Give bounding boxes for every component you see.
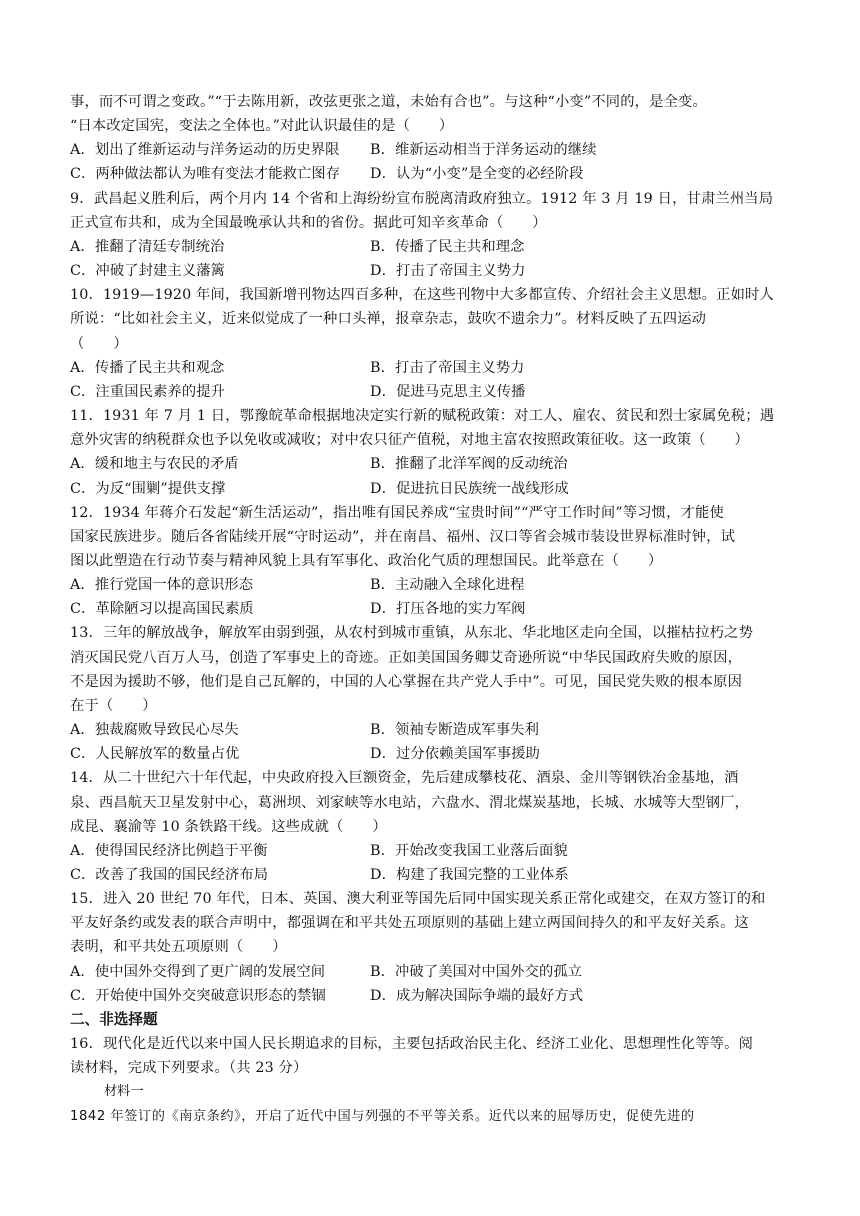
options-row xyxy=(70,839,792,863)
option-a: A．传播了民主共和观念 xyxy=(70,359,225,376)
question-text-line: 16．现代化是近代以来中国人民长期追求的目标，主要包括政治民主化、经济工业化、思想理性化等等。阅 xyxy=(70,1036,754,1053)
options-row xyxy=(70,162,792,186)
option-b: B．维新运动相当于洋务运动的继续 xyxy=(370,142,597,159)
option-b: B．冲破了美国对中国外交的孤立 xyxy=(370,963,583,980)
option-a: A．推翻了清廷专制统治 xyxy=(70,238,225,255)
options-row xyxy=(70,138,792,162)
options-row xyxy=(70,597,792,621)
option-b: B．传播了民主共和理念 xyxy=(370,238,525,255)
question-text-line: 10．1919—1920 年间，我国新增刊物达四百多种，在这些刊物中大多都宣传、介绍社会主义思想。正如时人 xyxy=(70,287,774,304)
question-12 xyxy=(70,501,792,622)
option-b: B．主动融入全球化进程 xyxy=(370,577,525,594)
option-b: B．开始改变我国工业落后面貌 xyxy=(370,842,568,859)
question-text-line: 14．从二十世纪六十年代起，中央政府投入巨额资金，先后建成攀枝花、酒泉、金川等钢铁冶金基地，酒 xyxy=(70,770,739,787)
option-d: D．打压各地的实力军阀 xyxy=(370,601,526,618)
question-text-line: 意外灾害的纳税群众也予以免收或减收；对中农只征产值税，对地主富农按照政策征收。这一政策（ ） xyxy=(70,432,749,449)
question-text-line: （ ） xyxy=(70,335,128,352)
option-c: C．冲破了封建主义藩篱 xyxy=(70,263,226,280)
question-text-line: 读材料，完成下列要求。（共 23 分） xyxy=(70,1060,308,1077)
options-row xyxy=(70,259,792,283)
question-text-line: 所说：“比如社会主义，近来似觉成了一种口头禅，报章杂志，鼓吹不遗余力”。材料反映了五四运动 xyxy=(70,311,707,328)
option-a: A．缓和地主与农民的矛盾 xyxy=(70,456,239,473)
option-c: C．注重国民素养的提升 xyxy=(70,383,226,400)
option-a: A．划出了维新运动与洋务运动的历史界限 xyxy=(70,142,340,159)
question-text-line: 成昆、襄渝等 10 条铁路干线。这些成就（ ） xyxy=(70,818,387,835)
option-c: C．人民解放军的数量占优 xyxy=(70,746,240,763)
question-text-line: 平友好条约或发表的联合声明中，都强调在和平共处五项原则的基础上建立两国间持久的和平友好关系。这 xyxy=(70,915,749,932)
option-d: D．成为解决国际争端的最好方式 xyxy=(370,987,584,1004)
question-text-line: 事，而不可谓之变政。”“于去陈用新，改弦更张之道，未始有合也”。与这种“小变”不同的，是全变。 xyxy=(70,94,707,110)
question-text-line: 在于（ ） xyxy=(70,697,157,714)
options-row xyxy=(70,452,792,476)
question-text-line: 国家民族进步。随后各省陆续开展“守时运动”，并在南昌、福州、汉口等省会城市装设世界标准时钟，试 xyxy=(70,528,736,545)
section-heading: 二、非选择题 xyxy=(70,1010,158,1028)
question-text-line: 12．1934 年蒋介石发起“新生活运动”，指出唯有国民养成“宝贵时间”“严守工作时间”等习惯，才能使 xyxy=(70,504,724,521)
option-a: A．独裁腐败导致民心尽失 xyxy=(70,722,239,739)
material-text: 1842 年签订的《南京条约》，开启了近代中国与列强的不平等关系。近代以来的屈辱历史，促使先进的 xyxy=(70,1108,695,1124)
option-b: B．领袖专断造成军事失利 xyxy=(370,722,539,739)
option-d: D．过分依赖美国军事援助 xyxy=(370,746,540,763)
options-row xyxy=(70,984,792,1008)
option-d: D．认为“小变”是全变的必经阶段 xyxy=(370,166,584,183)
question-text-line: 正式宣布共和，成为全国最晚承认共和的省份。据此可知辛亥革命（ ） xyxy=(70,214,547,231)
question-13 xyxy=(70,621,792,766)
options-row xyxy=(70,863,792,887)
question-text-line: 13．三年的解放战争，解放军由弱到强，从农村到城市重镇，从东北、华北地区走向全国，以摧枯拉朽之势 xyxy=(70,625,754,642)
options-row xyxy=(70,380,792,404)
option-a: A．使得国民经济比例趋于平衡 xyxy=(70,842,268,859)
question-9 xyxy=(70,187,792,284)
option-c: C．两种做法都认为唯有变法才能救亡图存 xyxy=(70,166,341,183)
question-8-continuation xyxy=(70,90,792,187)
question-text-line: 9．武昌起义胜利后，两个月内 14 个省和上海纷纷宣布脱离清政府独立。1912 年 3 月 19 日，甘肃兰州当局 xyxy=(70,190,774,207)
option-b: B．推翻了北洋军阀的反动统治 xyxy=(370,456,568,473)
question-14 xyxy=(70,766,792,887)
option-d: D．打击了帝国主义势力 xyxy=(370,263,526,280)
question-text-line: 图以此塑造在行动节奏与精神风貌上具有军事化、政治化气质的理想国民。此举意在（ ） xyxy=(70,552,663,569)
question-text-line: 消灭国民党八百万人马，创造了军事史上的奇迹。正如美国国务卿艾奇逊所说“中华民国政府失败的原因， xyxy=(70,649,743,666)
question-text-line: 15．进入 20 世纪 70 年代，日本、英国、澳大利亚等国先后同中国实现关系正常化或建交，在双方签订的和 xyxy=(70,891,766,908)
options-row xyxy=(70,356,792,380)
page-content xyxy=(70,90,792,1129)
question-text-line: 不是因为援助不够，他们是自己瓦解的，中国的人心掌握在共产党人手中”。可见，国民党失败的根本原因 xyxy=(70,673,743,690)
question-text-line: “日本改定国宪，变法之全体也。”对此认识最佳的是（ ） xyxy=(70,118,454,135)
option-d: D．促进抗日民族统一战线形成 xyxy=(370,480,569,497)
question-text-line: 表明，和平共处五项原则（ ） xyxy=(70,939,287,956)
option-b: B．打击了帝国主义势力 xyxy=(370,359,525,376)
options-row xyxy=(70,477,792,501)
option-a: A．使中国外交得到了更广阔的发展空间 xyxy=(70,963,326,980)
question-15 xyxy=(70,887,792,1008)
options-row xyxy=(70,718,792,742)
option-a: A．推行党国一体的意识形态 xyxy=(70,577,254,594)
option-c: C．革除陋习以提高国民素质 xyxy=(70,601,254,618)
section-non-choice xyxy=(70,1008,792,1129)
options-row xyxy=(70,742,792,766)
option-c: C．为反“围剿”提供支撑 xyxy=(70,480,226,497)
option-d: D．促进马克思主义传播 xyxy=(370,383,526,400)
options-row xyxy=(70,960,792,984)
options-row xyxy=(70,573,792,597)
option-d: D．构建了我国完整的工业体系 xyxy=(370,867,569,883)
question-10 xyxy=(70,283,792,404)
material-label: 材料一 xyxy=(104,1084,144,1100)
option-c: C．改善了我国的国民经济布局 xyxy=(70,867,269,883)
question-11 xyxy=(70,404,792,501)
options-row xyxy=(70,235,792,259)
question-text-line: 11．1931 年 7 月 1 日，鄂豫皖革命根据地决定实行新的赋税政策：对工人、雇农、贫民和烈士家属免税；遇 xyxy=(70,408,775,425)
question-text-line: 泉、西昌航天卫星发射中心，葛洲坝、刘家峡等水电站，六盘水、渭北煤炭基地，长城、水城等大型钢厂， xyxy=(70,794,749,811)
option-c: C．开始使中国外交突破意识形态的禁锢 xyxy=(70,987,326,1004)
